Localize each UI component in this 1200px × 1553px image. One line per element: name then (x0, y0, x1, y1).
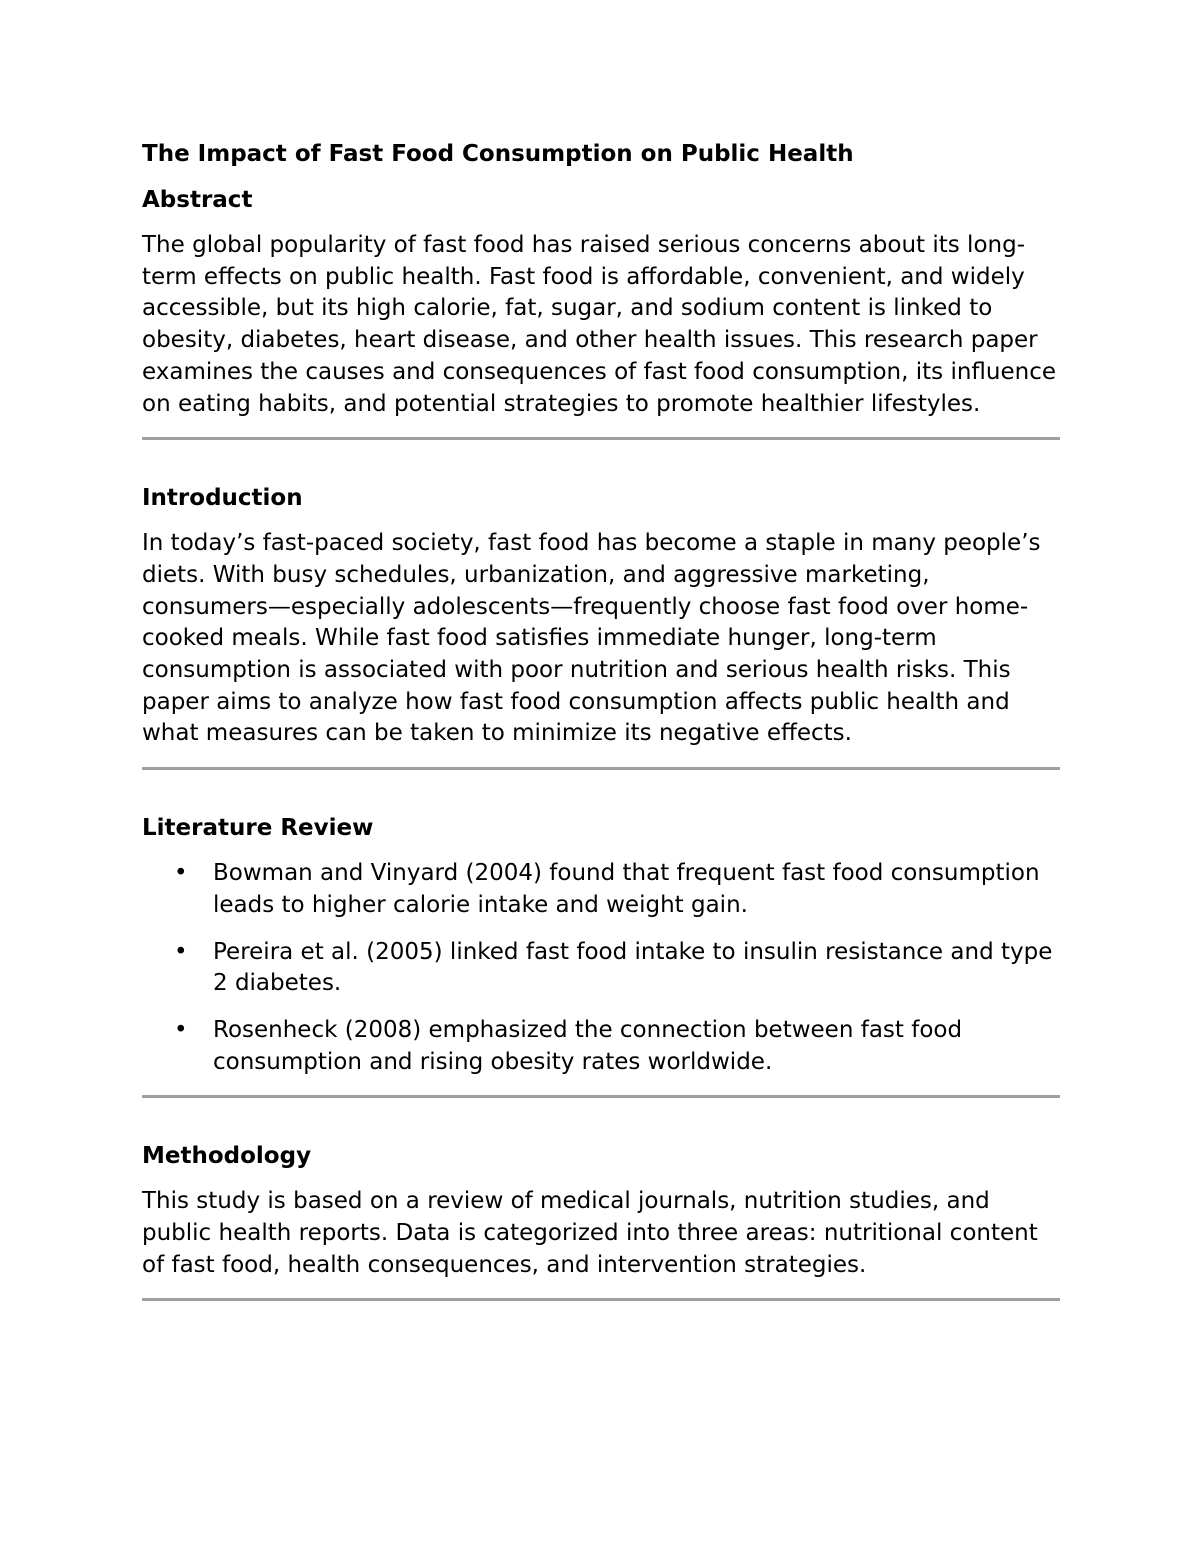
document-title: The Impact of Fast Food Consumption on Public Health (142, 141, 854, 167)
introduction-section (142, 482, 1060, 770)
bullet-icon: • (174, 860, 188, 887)
bullet-icon: • (174, 1016, 188, 1043)
abstract-section (142, 138, 1060, 440)
abstract-heading: Abstract (142, 187, 253, 213)
list-item (142, 858, 1060, 921)
section-divider (142, 767, 1060, 770)
bullet-icon: • (174, 938, 188, 965)
document-page (142, 138, 1060, 1301)
section-divider (142, 1095, 1060, 1098)
section-divider (142, 437, 1060, 440)
introduction-heading: Introduction (142, 485, 303, 512)
list-item (142, 1015, 1060, 1078)
methodology-text: This study is based on a review of medical journals, nutrition studies, and public health reports. Data is categorized into three areas: nutritional content of fast food, health consequences, and intervention strategies. (142, 1188, 1038, 1278)
abstract-text: The global popularity of fast food has raised serious concerns about its long-term effects on public health. Fast food is affordable, convenient, and widely accessible, but its high calorie, fat, sugar, and sodium content is linked to obesity, diabetes, heart disease, and other health issues. This research paper examines the causes and consequences of fast food consumption, its influence on eating habits, and potential strategies to promote healthier lifestyles. (142, 232, 1057, 417)
list-item-text: Rosenheck (2008) emphasized the connection between fast food consumption and rising obesity rates worldwide. (213, 1016, 963, 1075)
methodology-section (142, 1140, 1060, 1301)
literature-review-heading: Literature Review (142, 815, 374, 842)
literature-review-section (142, 812, 1060, 1098)
list-item (142, 937, 1060, 1000)
list-item-text: Bowman and Vinyard (2004) found that frequent fast food consumption leads to higher calorie intake and weight gain. (213, 860, 1040, 918)
list-item-text: Pereira et al. (2005) linked fast food intake to insulin resistance and type 2 diabetes. (213, 938, 1053, 997)
section-divider (142, 1298, 1060, 1301)
methodology-heading: Methodology (142, 1143, 312, 1170)
literature-review-list (142, 858, 1060, 1078)
introduction-text: In today’s fast-paced society, fast food has become a staple in many people’s diets. With busy schedules, urbanization, and aggressive marketing, consumers—especially adolescents—frequently choose fast food over home-cooked meals. While fast food satisfies immediate hunger, long-term consumption is associated with poor nutrition and serious health risks. This paper aims to analyze how fast food consumption affects public health and what measures can be taken to minimize its negative effects. (142, 530, 1041, 747)
